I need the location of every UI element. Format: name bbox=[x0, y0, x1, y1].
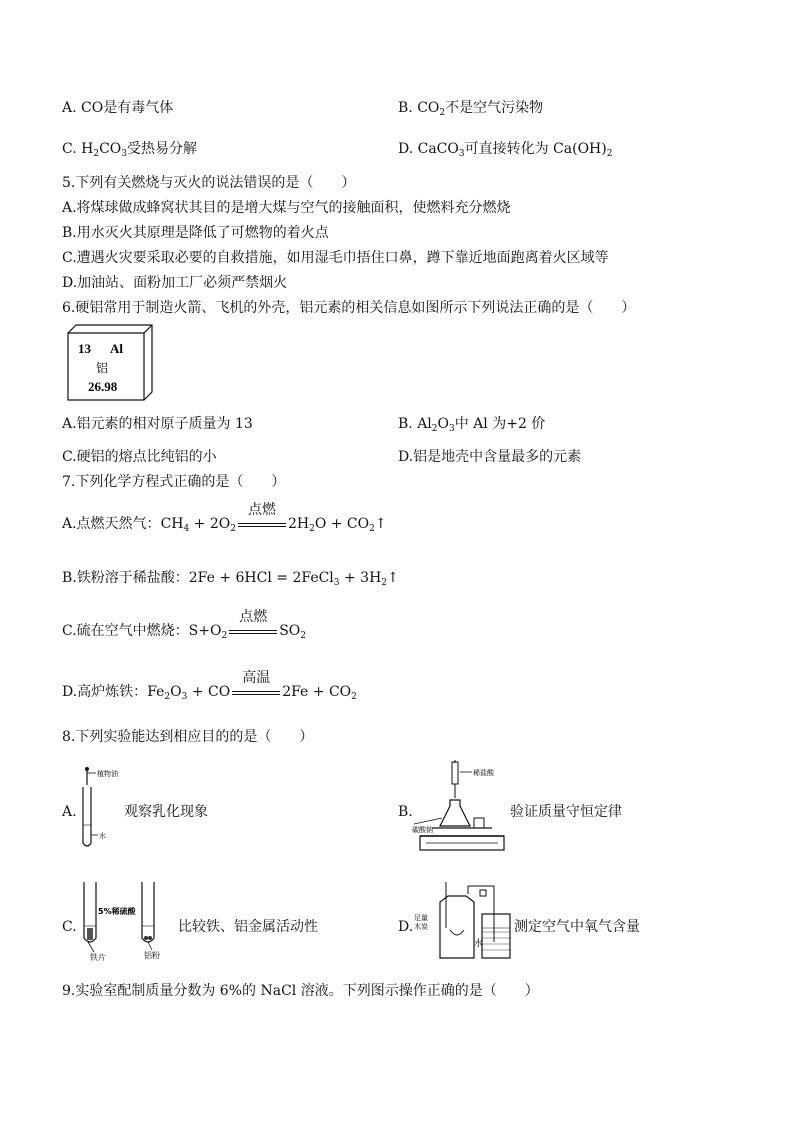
q5-option-d: D.加油站、面粉加工厂必须严禁烟火 bbox=[62, 275, 288, 291]
label-oil: 植物油 bbox=[97, 770, 118, 778]
q8-d-text: 测定空气中氧气含量 bbox=[514, 919, 640, 935]
q6-option-a: A.铝元素的相对原子质量为 13 bbox=[62, 416, 253, 432]
q7-option-b: B.铁粉溶于稀盐酸：2Fe + 6HCl = 2FeCl$_3$ + $3H_2↑$ bbox=[62, 570, 399, 588]
aluminum-element-card bbox=[68, 325, 152, 400]
balance-reaction-figure bbox=[412, 760, 508, 858]
q5-option-a: A.将煤球做成蜂窝状其目的是增大煤与空气的接触面积，使燃料充分燃烧 bbox=[62, 200, 511, 216]
reaction-arrow: 点燃 bbox=[236, 515, 288, 533]
q6-option-b: B. $Al_2O_3$中 Al 为+2 价 bbox=[398, 416, 546, 434]
label-water: 水 bbox=[474, 939, 484, 949]
q4-option-d: D. CaCO$_3$可直接转化为 $Ca(OH)_2$ bbox=[398, 141, 613, 159]
element-name: 铝 bbox=[96, 361, 109, 375]
q6-option-c: C.硬铝的熔点比纯铝的小 bbox=[62, 449, 217, 465]
q5-stem: 5.下列有关燃烧与灭火的说法错误的是（ ） bbox=[62, 175, 356, 191]
q8-b-letter: B. bbox=[398, 804, 413, 820]
q4-option-c: C. $H_2CO_3$受热易分解 bbox=[62, 141, 197, 159]
q7-option-a: A.点燃天然气：$CH_4 + 2O_2$ 点燃 $2H_2O$ + $CO_2↑$ bbox=[62, 502, 387, 534]
q9-stem: 9.实验室配制质量分数为 6%的 NaCl 溶液。下列图示操作正确的是（ ） bbox=[62, 983, 539, 999]
q4-option-a: A. CO是有毒气体 bbox=[62, 100, 174, 116]
q5-option-b: B.用水灭火其原理是降低了可燃物的着火点 bbox=[62, 225, 329, 241]
label-na2co3: 碳酸钠 bbox=[412, 826, 433, 834]
element-mass: 26.98 bbox=[88, 379, 118, 394]
label-hcl: 稀盐酸 bbox=[473, 769, 494, 777]
q7-option-d: D.高炉炼铁：$Fe_2O_3$ + CO 高温 $2Fe + CO_2$ bbox=[62, 670, 357, 702]
q8-c-letter: C. bbox=[62, 919, 77, 935]
oxygen-measure-figure bbox=[412, 880, 512, 962]
q6-option-d: D.铝是地壳中含量最多的元素 bbox=[398, 449, 582, 465]
label-al: 铝粉 bbox=[144, 951, 160, 960]
q8-c-text: 比较铁、铝金属活动性 bbox=[178, 919, 318, 935]
q8-a-letter: A. bbox=[62, 804, 77, 820]
q8-d-letter: D. bbox=[398, 919, 414, 935]
element-symbol: Al bbox=[110, 341, 123, 356]
element-number: 13 bbox=[78, 341, 91, 356]
q4-option-b: B. $CO_2$不是空气污染物 bbox=[398, 100, 544, 118]
q8-stem: 8.下列实验能达到相应目的的是（ ） bbox=[62, 729, 314, 745]
q7-stem: 7.下列化学方程式正确的是（ ） bbox=[62, 474, 286, 490]
reaction-arrow: 高温 bbox=[230, 683, 282, 701]
label-water: 水 bbox=[99, 832, 106, 840]
q8-a-text: 观察乳化现象 bbox=[124, 804, 208, 820]
two-test-tubes-figure bbox=[76, 880, 166, 962]
label-h2so4: 5%稀硫酸 bbox=[98, 907, 136, 916]
test-tube-oil-water-figure bbox=[74, 765, 120, 850]
reaction-arrow: 点燃 bbox=[227, 622, 279, 640]
q5-option-c: C.遭遇火灾要采取必要的自救措施，如用湿毛巾捂住口鼻，蹲下靠近地面跑离着火区域等 bbox=[62, 250, 609, 266]
label-iron: 铁片 bbox=[90, 953, 106, 962]
q6-stem: 6.硬铝常用于制造火箭、飞机的外壳，铝元素的相关信息如图所示下列说法正确的是（ ） bbox=[62, 300, 636, 316]
label-charcoal: 木炭 bbox=[414, 923, 428, 931]
label-sufficient: 足量 bbox=[414, 914, 428, 922]
q7-option-c: C.硫在空气中燃烧：$S+O_2$ 点燃 $SO_2$ bbox=[62, 609, 307, 641]
q8-b-text: 验证质量守恒定律 bbox=[510, 804, 622, 820]
